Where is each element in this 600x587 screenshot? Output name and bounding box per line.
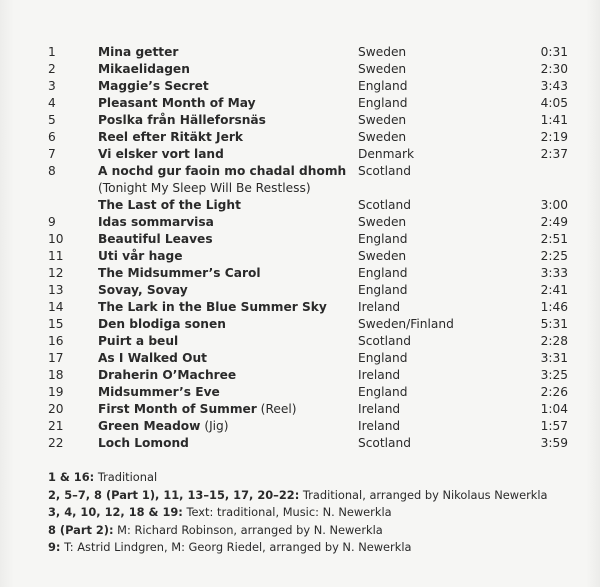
track-row [48,95,568,112]
track-title-text: Uti vår hage [98,249,183,263]
track-row [48,197,568,214]
track-row [48,248,568,265]
track-row [48,282,568,299]
track-title [98,418,229,435]
credit-label: 3, 4, 10, 12, 18 & 19: [48,505,183,519]
track-title [98,197,241,214]
credit-line [48,522,588,540]
track-country: England [358,79,408,93]
track-number: 1 [48,45,56,59]
track-title [98,129,243,146]
track-row [48,367,568,384]
track-row [48,316,568,333]
track-number: 8 [48,164,56,178]
credit-line [48,487,588,505]
track-title [98,401,297,418]
track-duration: 5:31 [540,317,568,331]
credit-label: 1 & 16: [48,470,95,484]
track-title [98,350,207,367]
track-country: England [358,385,408,399]
track-row [48,214,568,231]
track-duration: 2:37 [540,147,568,161]
track-duration: 1:46 [540,300,568,314]
credit-text: Traditional [94,470,158,484]
track-title-text: The Midsummer’s Carol [98,266,261,280]
track-duration: 2:41 [540,283,568,297]
credits-list [48,469,588,557]
track-title-text: Vi elsker vort land [98,147,224,161]
track-number: 14 [48,300,64,314]
track-row [48,384,568,401]
track-number: 4 [48,96,56,110]
credit-text: Text: traditional, Music: N. Newerkla [182,505,392,519]
track-number: 3 [48,79,56,93]
track-title [98,316,226,333]
credit-line [48,539,588,557]
track-country: Ireland [358,368,401,382]
track-title-text: The Lark in the Blue Summer Sky [98,300,327,314]
track-number: 5 [48,113,56,127]
track-number: 20 [48,402,64,416]
track-number: 18 [48,368,64,382]
track-title [98,95,256,112]
credit-label: 2, 5–7, 8 (Part 1), 11, 13–15, 17, 20–22: [48,487,300,502]
track-title [98,367,236,384]
credit-label: 8 (Part 2): [48,522,114,537]
track-row [48,350,568,367]
track-duration: 3:00 [540,198,568,212]
track-title [98,384,220,401]
credit-line [48,469,588,487]
track-duration: 2:25 [540,249,568,263]
track-number: 10 [48,232,64,246]
track-duration: 0:31 [540,45,568,59]
track-country: Scotland [358,334,411,348]
track-title-text: As I Walked Out [98,351,207,365]
track-row [48,78,568,95]
track-title [98,44,178,61]
track-country: Ireland [358,402,401,416]
track-duration: 2:30 [540,62,568,76]
track-title [98,78,209,95]
track-duration: 1:41 [540,113,568,127]
track-duration: 1:04 [540,402,568,416]
track-note: (Jig) [200,419,229,433]
track-country: Sweden [358,215,407,229]
credit-text: Traditional, arranged by Nikolaus Newerkla [299,487,548,502]
track-title [98,163,346,180]
track-country: England [358,96,408,110]
track-country: Denmark [358,147,415,161]
track-title-text: (Tonight My Sleep Will Be Restless) [98,181,311,195]
track-duration: 3:59 [540,436,568,450]
track-title-text: Puirt a beul [98,334,179,348]
track-country: Scotland [358,164,411,178]
track-number: 13 [48,283,64,297]
track-duration: 4:05 [540,96,568,110]
track-duration: 3:25 [540,368,568,382]
track-number: 15 [48,317,64,331]
credit-text: T: Astrid Lindgren, M: Georg Riedel, arranged by N. Newerkla [60,540,412,554]
track-row [48,146,568,163]
track-title [98,265,261,282]
track-row [48,401,568,418]
credit-label: 9: [48,540,61,554]
track-title-text: Draherin O’Machree [98,368,237,382]
track-row [48,231,568,248]
credit-text: M: Richard Robinson, arranged by N. Newerkla [113,522,383,537]
track-row [48,418,568,435]
track-title [98,435,189,452]
track-country: Sweden [358,249,407,263]
track-row [48,299,568,316]
track-title-text: A nochd gur faoin mo chadal dhomh [98,164,347,178]
track-title-text: Idas sommarvisa [98,215,214,229]
track-number: 16 [48,334,64,348]
track-country: Sweden [358,45,407,59]
track-number: 11 [48,249,64,263]
track-title-text: Reel efter Ritäkt Jerk [98,130,243,144]
track-number: 17 [48,351,64,365]
track-title-text: Sovay, Sovay [98,283,188,297]
track-number: 6 [48,130,56,144]
track-country: Scotland [358,198,411,212]
track-title-text: Midsummer’s Eve [98,385,220,399]
track-country: England [358,283,408,297]
track-title [98,214,214,231]
track-number: 9 [48,215,56,229]
track-country: Sweden/Finland [358,317,454,331]
track-title [98,248,182,265]
track-number: 22 [48,436,64,450]
track-country: Scotland [358,436,411,450]
track-duration: 2:51 [540,232,568,246]
track-title [98,333,178,350]
track-title [98,231,213,248]
track-country: England [358,266,408,280]
track-title [98,112,266,129]
track-row [48,265,568,282]
track-duration: 2:28 [540,334,568,348]
track-title [98,299,327,316]
track-row [48,61,568,78]
track-row [48,44,568,61]
track-country: Sweden [358,113,407,127]
credit-line [48,504,588,522]
track-title-text: Pleasant Month of May [98,96,256,110]
track-duration: 2:19 [540,130,568,144]
track-title [98,61,190,78]
track-row [48,180,568,197]
track-country: Sweden [358,130,407,144]
track-list [48,44,568,452]
track-title-text: Mikaelidagen [98,62,190,76]
track-number: 21 [48,419,64,433]
track-title-text: The Last of the Light [98,198,241,212]
track-number: 12 [48,266,64,280]
track-country: England [358,232,408,246]
track-note: (Reel) [256,402,297,416]
track-row [48,163,568,180]
track-number: 19 [48,385,64,399]
track-duration: 2:26 [540,385,568,399]
track-row [48,333,568,350]
track-number: 7 [48,147,56,161]
track-country: Ireland [358,419,401,433]
track-row [48,112,568,129]
track-number: 2 [48,62,56,76]
track-row [48,435,568,452]
track-title-text: Loch Lomond [98,436,189,450]
track-title-text: Den blodiga sonen [98,317,226,331]
track-title [98,282,188,299]
track-title-text: Poslka från Hälleforsnäs [98,113,266,127]
track-title-text: Green Meadow [98,419,201,433]
track-duration: 1:57 [540,419,568,433]
track-duration: 3:43 [540,79,568,93]
track-title-text: First Month of Summer [98,402,257,416]
track-title-text: Beautiful Leaves [98,232,213,246]
track-title [98,146,224,163]
track-country: Ireland [358,300,401,314]
track-duration: 3:33 [540,266,568,280]
track-title-text: Maggie’s Secret [98,79,209,93]
track-title-text: Mina getter [98,45,179,59]
track-row [48,129,568,146]
track-country: England [358,351,408,365]
track-country: Sweden [358,62,407,76]
track-duration: 2:49 [540,215,568,229]
track-duration: 3:31 [540,351,568,365]
track-title [98,180,311,197]
